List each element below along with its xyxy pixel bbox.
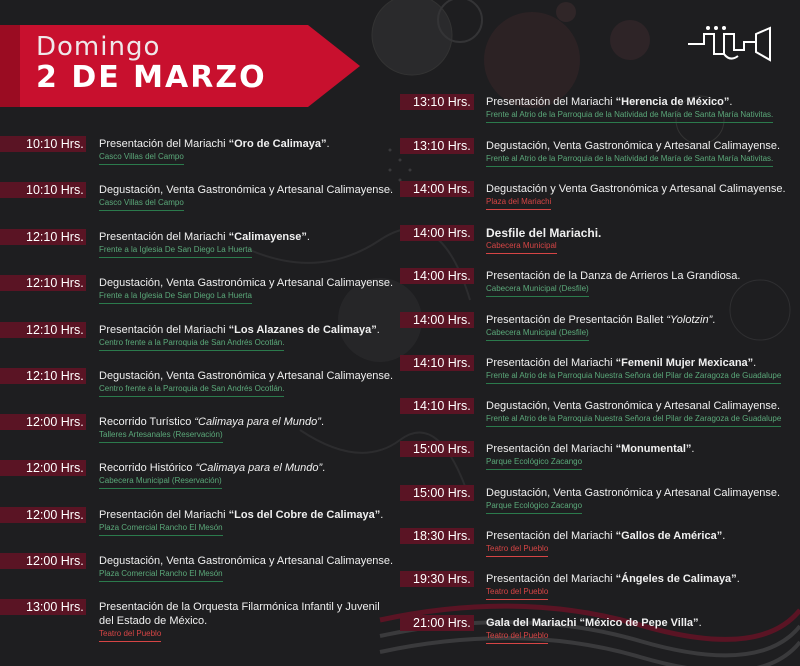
schedule-event [0, 182, 395, 226]
event-location: Teatro del Pueblo [486, 587, 548, 600]
banner-date: 2 DE MARZO [36, 60, 267, 95]
event-description-part: “Calimayense” [228, 231, 307, 243]
event-description-part: Presentación del Mariachi [486, 573, 616, 585]
event-time: 14:00 Hrs. [400, 181, 474, 197]
schedule-event [400, 355, 800, 399]
event-location: Frente a la Iglesia De San Diego La Huerta [99, 245, 252, 258]
event-location: Centro frente a la Parroquia de San Andrés Ocotlán. [99, 384, 284, 397]
schedule-event [400, 615, 800, 659]
date-banner [0, 25, 360, 107]
event-time: 10:10 Hrs. [0, 136, 86, 152]
event-description-part: “Herencia de México” [615, 96, 730, 108]
event-description-part: Desfile del Mariachi. [486, 226, 602, 240]
schedule-event [400, 268, 800, 312]
event-time: 21:00 Hrs. [400, 615, 474, 631]
event-description-part: Presentación de la Orquesta Filarmónica Infantil y Juvenil [99, 601, 380, 613]
event-description-line2: del Estado de México. [99, 615, 208, 627]
event-location: Teatro del Pueblo [486, 631, 548, 644]
event-time: 14:00 Hrs. [400, 225, 474, 241]
event-description-part: Degustación, Venta Gastronómica y Artesanal Calimayense. [99, 277, 394, 289]
schedule-event [400, 225, 800, 269]
schedule-event [0, 507, 395, 551]
event-location: Casco Villas del Campo [99, 152, 184, 165]
event-description-part: Degustación, Venta Gastronómica y Artesanal Calimayense. [486, 400, 781, 412]
event-description-part: Presentación del Mariachi [99, 509, 229, 521]
event-description-part: Presentación del Mariachi [99, 231, 229, 243]
schedule-event [400, 138, 800, 182]
event-time: 15:00 Hrs. [400, 441, 474, 457]
schedule-event [0, 553, 395, 597]
event-description [486, 616, 702, 630]
event-description-part: Presentación de la Danza de Arrieros La Grandiosa. [486, 270, 741, 282]
event-location: Talleres Artesanales (Reservación) [99, 430, 223, 443]
schedule-event [400, 181, 800, 225]
event-description-part: . [712, 314, 716, 326]
event-description [486, 529, 725, 543]
schedule-event [400, 485, 800, 529]
schedule-event [400, 398, 800, 442]
event-description-part: Degustación, Venta Gastronómica y Artesanal Calimayense. [486, 140, 781, 152]
schedule-right-column [400, 94, 800, 654]
event-description-part: Presentación del Mariachi [486, 96, 616, 108]
mariachi-trumpet-logo-icon [684, 20, 776, 70]
event-description [486, 399, 780, 413]
event-description-part: “Calimaya para el Mundo” [195, 462, 323, 474]
event-description [486, 269, 740, 283]
event-location: Frente al Atrio de la Parroquia Nuestra Señora del Pilar de Zaragoza de Guadalupe [486, 414, 781, 427]
event-description-part: “Los Alazanes de Calimaya” [228, 324, 377, 336]
schedule-event [0, 599, 395, 643]
event-location: Cabecera Municipal (Desfile) [486, 328, 589, 341]
schedule-event [400, 441, 800, 485]
event-description [99, 415, 324, 429]
event-time: 12:10 Hrs. [0, 275, 86, 291]
event-description-part: Presentación del Mariachi [486, 530, 616, 542]
schedule-event [400, 571, 800, 615]
event-location: Cabecera Municipal [486, 241, 557, 254]
event-description-part: “Gallos de América” [615, 530, 723, 542]
schedule-event [0, 136, 395, 180]
event-time: 10:10 Hrs. [0, 182, 86, 198]
event-description-part: . [380, 509, 384, 521]
event-description-part: . [326, 138, 330, 150]
event-description-part: Presentación del Mariachi [99, 324, 229, 336]
event-time: 12:10 Hrs. [0, 229, 86, 245]
banner-day: Domingo [36, 32, 161, 62]
schedule-event [0, 460, 395, 504]
event-description-part: . [722, 530, 726, 542]
event-description-part: Presentación del Mariachi [486, 357, 616, 369]
event-location: Parque Ecológico Zacango [486, 501, 582, 514]
event-description [99, 323, 380, 337]
event-time: 12:00 Hrs. [0, 553, 86, 569]
event-description-part: “Ángeles de Calimaya” [615, 573, 737, 585]
event-description [99, 554, 393, 568]
event-description-part: Degustación, Venta Gastronómica y Artesanal Calimayense. [99, 555, 394, 567]
event-description [486, 442, 694, 456]
event-time: 12:00 Hrs. [0, 460, 86, 476]
event-description-part: . [736, 573, 740, 585]
schedule-event [0, 322, 395, 366]
event-time: 15:00 Hrs. [400, 485, 474, 501]
event-description-part: Degustación y Venta Gastronómica y Artesanal Calimayense. [486, 183, 786, 195]
event-description [99, 508, 383, 522]
event-location: Teatro del Pueblo [486, 544, 548, 557]
event-description-part: “Los del Cobre de Calimaya” [228, 509, 381, 521]
event-time: 19:30 Hrs. [400, 571, 474, 587]
event-description-part: “Yolotzin” [666, 314, 713, 326]
event-description-part: Presentación del Mariachi [99, 138, 229, 150]
event-time: 13:00 Hrs. [0, 599, 86, 615]
event-time: 12:10 Hrs. [0, 368, 86, 384]
event-description-part: Recorrido Turístico [99, 416, 195, 428]
event-time: 18:30 Hrs. [400, 528, 474, 544]
event-description-part: . [691, 443, 695, 455]
event-description-part: . [306, 231, 310, 243]
schedule-event [400, 528, 800, 572]
schedule-event [0, 414, 395, 458]
event-description [99, 461, 325, 475]
event-description [486, 182, 786, 196]
event-description-part: Degustación, Venta Gastronómica y Artesanal Calimayense. [99, 184, 394, 196]
event-description [486, 313, 715, 327]
event-description [486, 226, 601, 241]
schedule-event [0, 368, 395, 412]
event-time: 12:00 Hrs. [0, 507, 86, 523]
event-location: Parque Ecológico Zacango [486, 457, 582, 470]
schedule-left-column [0, 136, 395, 656]
event-location: Plaza Comercial Rancho El Mesón [99, 569, 223, 582]
schedule-event [0, 229, 395, 273]
event-location: Casco Villas del Campo [99, 198, 184, 211]
event-description [486, 139, 780, 153]
event-location: Teatro del Pueblo [99, 629, 161, 642]
event-time: 13:10 Hrs. [400, 94, 474, 110]
event-time: 13:10 Hrs. [400, 138, 474, 154]
event-location: Plaza Comercial Rancho El Mesón [99, 523, 223, 536]
event-description [99, 137, 330, 151]
schedule-event [400, 94, 800, 138]
event-description-part: . [753, 357, 757, 369]
event-description-part: “Calimaya para el Mundo” [194, 416, 321, 428]
event-description [99, 600, 380, 614]
schedule-event [400, 312, 800, 356]
event-time: 14:00 Hrs. [400, 268, 474, 284]
event-location: Plaza del Mariachi [486, 197, 551, 210]
event-description [99, 183, 393, 197]
event-location: Cabecera Municipal (Desfile) [486, 284, 589, 297]
event-time: 14:00 Hrs. [400, 312, 474, 328]
event-description-part: Recorrido Histórico [99, 462, 196, 474]
event-description-part: Gala del Mariachi “México de Pepe Villa” [486, 617, 699, 629]
event-description [486, 572, 740, 586]
event-description-part: . [698, 617, 702, 629]
event-time: 14:10 Hrs. [400, 355, 474, 371]
event-description [486, 486, 780, 500]
event-description [99, 230, 310, 244]
event-description-part: “Femenil Mujer Mexicana” [615, 357, 754, 369]
event-description-part: . [322, 462, 326, 474]
event-time: 12:10 Hrs. [0, 322, 86, 338]
event-description-part: . [729, 96, 733, 108]
event-description-part: “Monumental” [615, 443, 692, 455]
event-location: Frente al Atrio de la Parroquia de la Natividad de María de Santa María Nativitas. [486, 154, 773, 167]
event-location: Cabecera Municipal (Reservación) [99, 476, 222, 489]
event-description-part: Degustación, Venta Gastronómica y Artesanal Calimayense. [99, 370, 394, 382]
event-description-part: Presentación del Mariachi [486, 443, 616, 455]
event-location: Centro frente a la Parroquia de San Andrés Ocotlán. [99, 338, 284, 351]
event-description-part: Degustación, Venta Gastronómica y Artesanal Calimayense. [486, 487, 781, 499]
event-description [486, 95, 732, 109]
event-description [486, 356, 756, 370]
event-location: Frente a la Iglesia De San Diego La Huerta [99, 291, 252, 304]
event-time: 12:00 Hrs. [0, 414, 86, 430]
event-location: Frente al Atrio de la Parroquia Nuestra Señora del Pilar de Zaragoza de Guadalupe [486, 371, 781, 384]
event-description [99, 276, 393, 290]
event-location: Frente al Atrio de la Parroquia de la Natividad de María de Santa María Nativitas. [486, 110, 773, 123]
event-time: 14:10 Hrs. [400, 398, 474, 414]
event-description-part: Presentación de Presentación Ballet [486, 314, 667, 326]
event-description-part: . [376, 324, 380, 336]
event-description [99, 369, 393, 383]
event-description-part: “Oro de Calimaya” [228, 138, 327, 150]
schedule-event [0, 275, 395, 319]
event-description-part: . [320, 416, 324, 428]
